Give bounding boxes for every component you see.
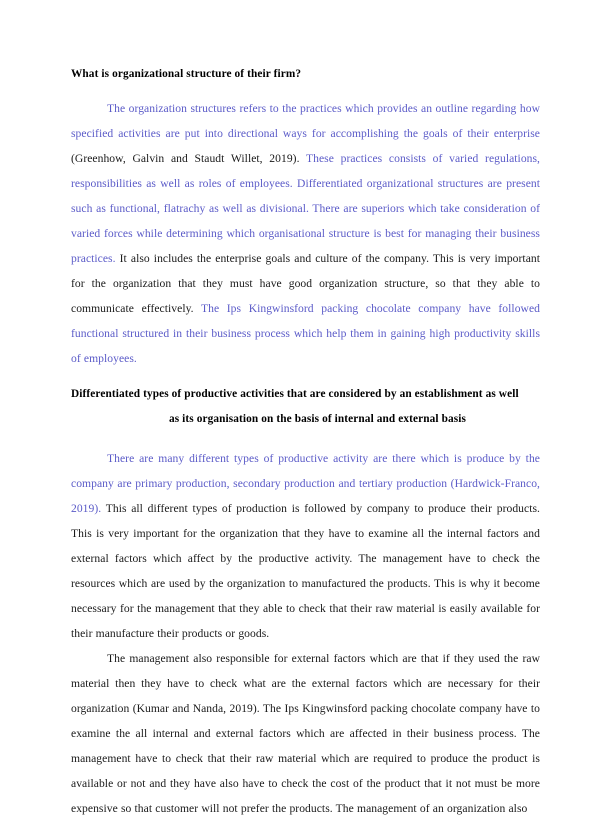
section-heading-2-line-1: Differentiated types of productive activities that are considered by an establishment as well [71,388,519,400]
citation-greenhow: (Greenhow, Galvin and Staudt Willet, 2019). [71,152,307,165]
paragraph-3 [71,646,540,821]
paragraph-1 [71,96,540,371]
paragraph-2 [71,446,540,646]
page-title: What is organizational structure of their firm? [71,68,302,80]
spacer [71,371,540,382]
section-heading-2 [71,382,540,432]
text-run-black: The management also responsible for external factors which are that if they used the raw material then they have to check what are the external factors which are necessary for their organization (Kumar and Nanda, 2019). The Ips Kingwinsford packing chocolate company have to examine the all internal and external factors which are affected in their business process. The management have to check that their raw material which are required to produce the product is available or not and they have also have to check the cost of the product that it not must be more expensive so that customer will not prefer the products. The management of an organization also [71,652,540,815]
text-run-blue: The organization structures refers to the practices which provides an outline regarding how specified activities are put into directional ways for accomplishing the goals of their enterprise [71,102,540,140]
document-content [71,62,540,821]
text-run-blue: These practices consists of varied regulations, responsibilities as well as roles of employees. Differentiated organizational structures are present such as functional, flatrachy as well as divisional. There are superiors which take consideration of varied forces while determining which organisational structure is best for managing their business practices. [71,152,541,265]
section-heading-2-line-2: as its organisation on the basis of internal and external basis [168,413,467,425]
text-run-black: It also includes the enterprise goals and culture of the company. This is very important for the organization that they must have good organization structure, so that they able to communicate effectively. [71,252,540,315]
text-run-blue: There are many different types of productive activity are there which is produce by the company are primary production, secondary production and tertiary production (Hardwick-Franco, 2019). [71,452,540,515]
text-run-black: This all different types of production is followed by company to produce their products. This is very important for the organization that they have to examine all the internal factors and external factors which affect by the productive activity. The management have to check the resources which are used by the organization to manufactured the products. This is why it become necessary for the management that they able to check that their raw material is easily available for their manufacture their products or goods. [71,502,540,640]
text-run-blue: The Ips Kingwinsford packing chocolate company have followed functional structured in their business process which help them in gaining high productivity skills of employees. [71,302,540,365]
